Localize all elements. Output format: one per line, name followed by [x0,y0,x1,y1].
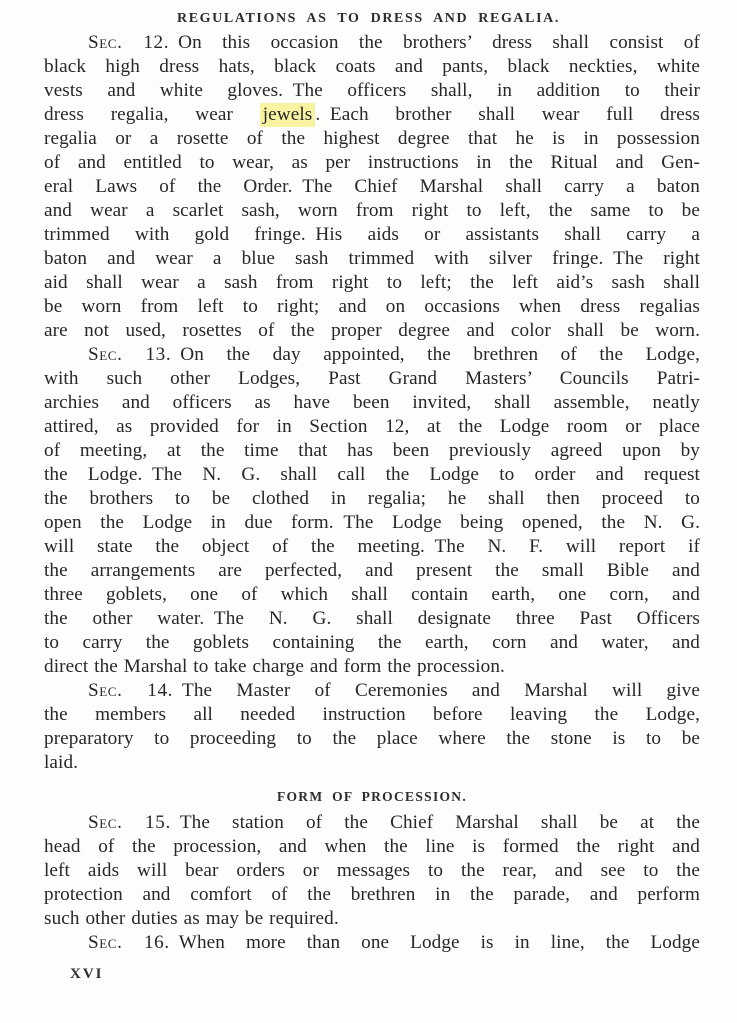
text-segment: such other duties as may be required. [44,908,339,929]
text-segment: will state the object of the meeting. The N. F. will report if [44,536,700,557]
paragraph [44,931,700,955]
text-segment: dress regalia, wear [44,104,260,125]
text-segment: The station of the Chief Marshal shall be at the [179,812,700,833]
text-segment: are not used, rosettes of the proper degree and color shall be worn. [44,320,700,341]
text-line [44,631,700,655]
text-segment: the other water. The N. G. shall designate three Past Officers [44,608,700,629]
text-segment: left aids will bear orders or messages to the rear, and see to the [44,860,700,881]
text-segment: head of the procession, and when the line is formed the right and [44,836,700,857]
text-line [44,487,700,511]
section-heading: FORM OF PROCESSION. [276,789,468,804]
text-line [44,463,700,487]
page-number: XVI [70,966,104,982]
text-segment: trimmed with gold fringe. His aids or assistants shall carry a [44,224,700,245]
text-line [44,511,700,535]
text-segment: attired, as provided for in Section 12, at the Lodge room or place [44,416,700,437]
text-line [44,835,700,859]
text-line [44,199,700,223]
text-segment: baton and wear a blue sash trimmed with silver fringe. The right [44,248,700,269]
text-line [44,727,700,751]
text-segment: the members all needed instruction before leaving the Lodge, [44,704,700,725]
text-segment: vests and white gloves. The officers shall, in addition to their [44,80,700,101]
paragraph [44,31,700,343]
text-line [44,859,700,883]
section-label: Sec. 15. [88,812,171,833]
text-line [44,79,700,103]
text-segment: aid shall wear a sash from right to left; the left aid’s sash shall [44,272,700,293]
text-line [44,319,700,343]
text-segment: . Each brother shall wear full dress [315,104,700,125]
text-segment: open the Lodge in due form. The Lodge being opened, the N. G. [44,512,700,533]
text-line [44,175,700,199]
text-line [44,103,700,127]
text-segment: On the day appointed, the brethren of the Lodge, [180,344,700,365]
text-segment: On this occasion the brothers’ dress shall consist of [178,32,700,53]
text-line [44,583,700,607]
text-segment: be worn from left to right; and on occasions when dress regalias [44,296,700,317]
section-label: Sec. 12. [88,32,170,53]
text-segment: of meeting, at the time that has been previously agreed upon by [44,440,700,461]
text-segment: to carry the goblets containing the earth, corn and water, and [44,632,700,653]
paragraph [44,811,700,931]
text-segment: protection and comfort of the brethren in the parade, and perform [44,884,700,905]
paragraph [44,679,700,775]
text-line [44,247,700,271]
text-line [44,679,700,703]
text-line [44,367,700,391]
text-segment: preparatory to proceeding to the place where the stone is to be [44,728,700,749]
text-line [44,391,700,415]
text-line [44,751,700,775]
text-line [44,343,700,367]
text-line [44,907,700,931]
text-line [44,55,700,79]
text-segment: archies and officers as have been invited, shall assemble, neatly [44,392,700,413]
text-line [44,295,700,319]
text-line [44,655,700,679]
text-line [44,223,700,247]
text-segment: eral Laws of the Order. The Chief Marshal shall carry a baton [44,176,700,197]
text-segment: of and entitled to wear, as per instructions in the Ritual and Gen- [44,152,700,173]
text-line [44,31,700,55]
text-segment: the brothers to be clothed in regalia; he shall then proceed to [44,488,700,509]
text-line [44,559,700,583]
text-line [44,931,700,955]
text-line [44,811,700,835]
text-segment: regalia or a rosette of the highest degree that he is in possession [44,128,700,149]
text-line [44,127,700,151]
text-segment: and wear a scarlet sash, worn from right to left, the same to be [44,200,700,221]
section-label: Sec. 13. [88,344,172,365]
text-segment: with such other Lodges, Past Grand Masters’ Councils Patri- [44,368,700,389]
page-title: REGULATIONS AS TO DRESS AND REGALIA. [177,11,560,26]
text-segment: three goblets, one of which shall contain earth, one corn, and [44,584,700,605]
text-segment: the arrangements are perfected, and present the small Bible and [44,560,700,581]
section-label: Sec. 16. [88,932,170,953]
text-segment: black high dress hats, black coats and pants, black neckties, white [44,56,700,77]
text-line [44,703,700,727]
section-label: Sec. 14. [88,680,174,701]
text-line [44,883,700,907]
text-line [44,439,700,463]
text-body [44,31,700,955]
text-line [44,151,700,175]
text-line [44,271,700,295]
text-line [44,535,700,559]
text-segment: The Master of Ceremonies and Marshal will give [182,680,700,701]
text-line [44,415,700,439]
text-segment: When more than one Lodge is in line, the Lodge [178,932,700,953]
paragraph [44,343,700,679]
highlighted-term: jewels [260,103,316,127]
text-segment: laid. [44,752,79,773]
text-line [44,607,700,631]
text-segment: the Lodge. The N. G. shall call the Lodge to order and request [44,464,700,485]
text-segment: direct the Marshal to take charge and form the procession. [44,656,505,677]
